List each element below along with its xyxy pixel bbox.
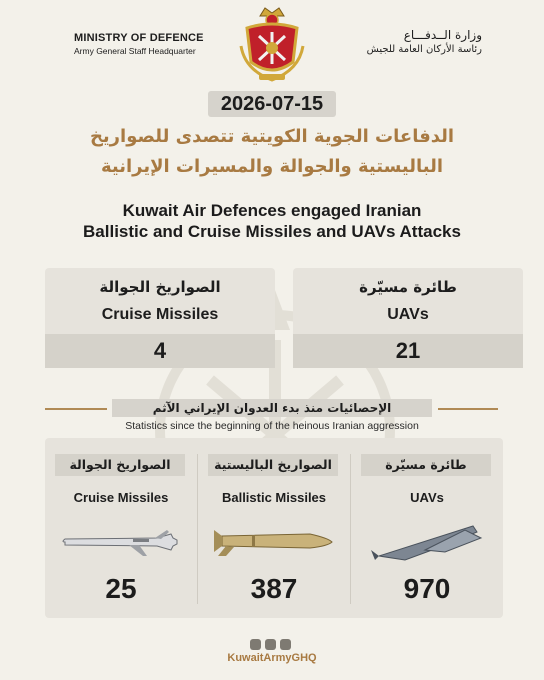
stats-uav-value: 970 <box>403 573 451 604</box>
stats-ballistic-column <box>198 438 350 618</box>
header-right <box>322 28 482 55</box>
staff-name-ar: رئاسة الأركان العامة للجيش <box>366 44 482 55</box>
stats-heading-ar: الإحصائيات منذ بدء العدوان الإيراني الآثم <box>112 399 432 417</box>
stats-cruise-column <box>45 438 197 618</box>
ministry-name-ar: وزارة الــدفـــاع <box>403 28 482 42</box>
stats-cruise-value: 25 <box>105 573 137 604</box>
ballistic-missile-icon <box>212 520 336 564</box>
daily-uav-value: 21 <box>293 334 523 368</box>
daily-uav-label-en: UAVs <box>387 306 429 323</box>
daily-cruise-value: 4 <box>45 334 275 368</box>
headline-ar-line1: الدفاعات الجوية الكويتية تتصدى للصواريخ <box>89 126 455 147</box>
ministry-name-en: MINISTRY OF DEFENCE <box>74 32 204 44</box>
x-icon[interactable] <box>265 639 276 650</box>
stats-uav-column <box>351 438 503 618</box>
stats-ballistic-label-ar: الصواريخ الباليستية <box>208 454 338 476</box>
drone-icon <box>365 520 489 564</box>
social-icons <box>248 634 296 650</box>
stats-divider-right <box>438 408 498 410</box>
header-left <box>74 32 224 56</box>
stats-ballistic-label-en: Ballistic Missiles <box>221 490 327 505</box>
daily-cruise-box <box>45 268 275 368</box>
stats-divider-left <box>45 408 107 410</box>
stats-heading-en: Statistics since the beginning of the heinous Iranian aggression <box>125 420 419 432</box>
stats-uav-label-ar: طائرة مسيّرة <box>361 454 491 476</box>
cruise-missile-icon <box>59 520 183 564</box>
daily-uav-box <box>293 268 523 368</box>
stats-cruise-label-ar: الصواريخ الجوالة <box>55 454 185 476</box>
daily-uav-label-ar: طائرة مسيّرة <box>359 278 457 296</box>
daily-cruise-label-en: Cruise Missiles <box>101 306 219 323</box>
social-handle: KuwaitArmyGHQ <box>227 652 317 664</box>
kuwait-army-emblem-icon <box>237 6 307 86</box>
daily-cruise-label-area <box>45 268 275 334</box>
stats-panel <box>45 438 503 618</box>
headline-ar-line2: الباليستية والجوالة والمسيرات الإيرانية <box>100 156 444 177</box>
headline-en-line2: Ballistic and Cruise Missiles and UAVs Attacks <box>83 222 461 241</box>
daily-uav-label-area <box>293 268 523 334</box>
date-badge: 2026-07-15 <box>208 91 336 117</box>
stats-ballistic-value: 387 <box>250 573 298 604</box>
youtube-icon[interactable] <box>250 639 261 650</box>
headline-en-line1: Kuwait Air Defences engaged Iranian <box>122 201 422 220</box>
stats-uav-label-en: UAVs <box>410 490 444 505</box>
instagram-icon[interactable] <box>280 639 291 650</box>
stats-cruise-label-en: Cruise Missiles <box>73 490 169 505</box>
daily-cruise-label-ar: الصواريخ الجوالة <box>99 278 221 296</box>
staff-name-en: Army General Staff Headquarter <box>74 46 196 56</box>
